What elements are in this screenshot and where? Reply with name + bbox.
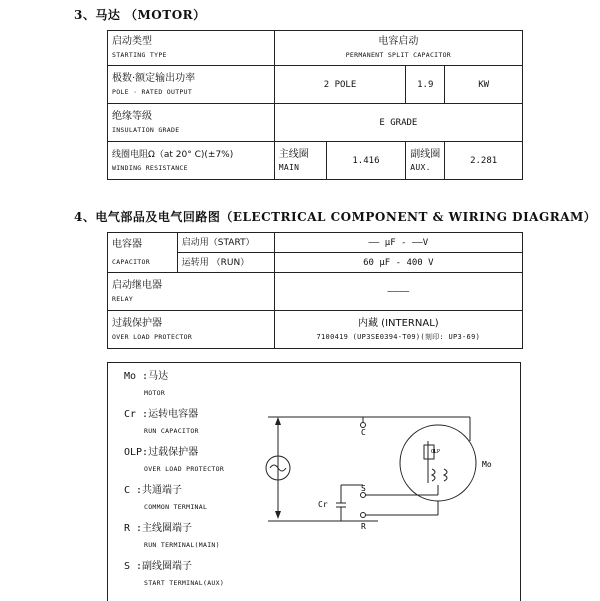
run-capacitor-value: 60 μF - 400 V	[274, 253, 522, 273]
winding-label: 线圈电阻Ω（at 20° C)(±7%) WINDING RESISTANCE	[108, 142, 275, 180]
starting-type-value: 电容启动 PERMANENT SPLIT CAPACITOR	[274, 31, 522, 66]
mo-label: Mo	[482, 460, 492, 469]
aux-coil-value: 2.281	[445, 142, 523, 180]
insulation-value: E GRADE	[274, 104, 522, 142]
terminal-c-label: C	[361, 428, 366, 437]
olp-label-diagram: OLP	[431, 449, 441, 455]
motor-spec-table	[107, 30, 523, 180]
starting-type-label: 启动类型 STARTING TYPE	[108, 31, 275, 66]
capacitor-label: 电容器 CAPACITOR	[108, 233, 178, 273]
start-capacitor-value: —— μF - ——V	[274, 233, 522, 253]
wiring-diagram-box	[107, 362, 521, 601]
relay-value: ————	[274, 273, 522, 311]
legend-item: C :共通端子 COMMON TERMINAL	[124, 485, 208, 511]
legend-item: S :副线圈端子 START TERMINAL(AUX)	[124, 561, 225, 587]
insulation-label: 绝缘等级 INSULATION GRADE	[108, 104, 275, 142]
pole-output-label: 极数·额定输出功率 POLE · RATED OUTPUT	[108, 66, 275, 104]
terminal-s-label: S	[361, 484, 366, 493]
output-value: 1.9	[406, 66, 445, 104]
legend-item: R :主线圈端子 RUN TERMINAL(MAIN)	[124, 523, 220, 549]
section3-title: 3、马达 （MOTOR）	[74, 8, 206, 22]
section4-title: 4、电气部品及电气回路图（ELECTRICAL COMPONENT & WIRING DIAGRAM）	[74, 210, 597, 224]
output-unit: KW	[445, 66, 523, 104]
coil-icon	[432, 469, 435, 481]
aux-coil-label: 副线圈 AUX.	[406, 142, 445, 180]
legend-item: OLP:过载保护器 OVER LOAD PROTECTOR	[124, 447, 225, 473]
legend-item: Cr :运转电容器 RUN CAPACITOR	[124, 409, 199, 435]
terminal-r-label: R	[361, 522, 366, 531]
component-table	[107, 232, 523, 349]
cr-label: Cr	[318, 500, 328, 509]
olp-label: 过载保护器 OVER LOAD PROTECTOR	[108, 311, 275, 349]
olp-value: 内藏 (INTERNAL) 7100419 (UP3SE0394-T09)(刻印: UP3-69)	[274, 311, 522, 349]
pole-value: 2 POLE	[274, 66, 406, 104]
start-capacitor-label: 启动用（START）	[177, 233, 274, 253]
main-coil-value: 1.416	[326, 142, 406, 180]
main-coil-label: 主线圈 MAIN	[274, 142, 326, 180]
relay-label: 启动继电器 RELAY	[108, 273, 275, 311]
run-capacitor-label: 运转用 （RUN）	[177, 253, 274, 273]
legend-item: Mo :马达 MOTOR	[124, 371, 169, 397]
wiring-schematic	[248, 403, 518, 563]
